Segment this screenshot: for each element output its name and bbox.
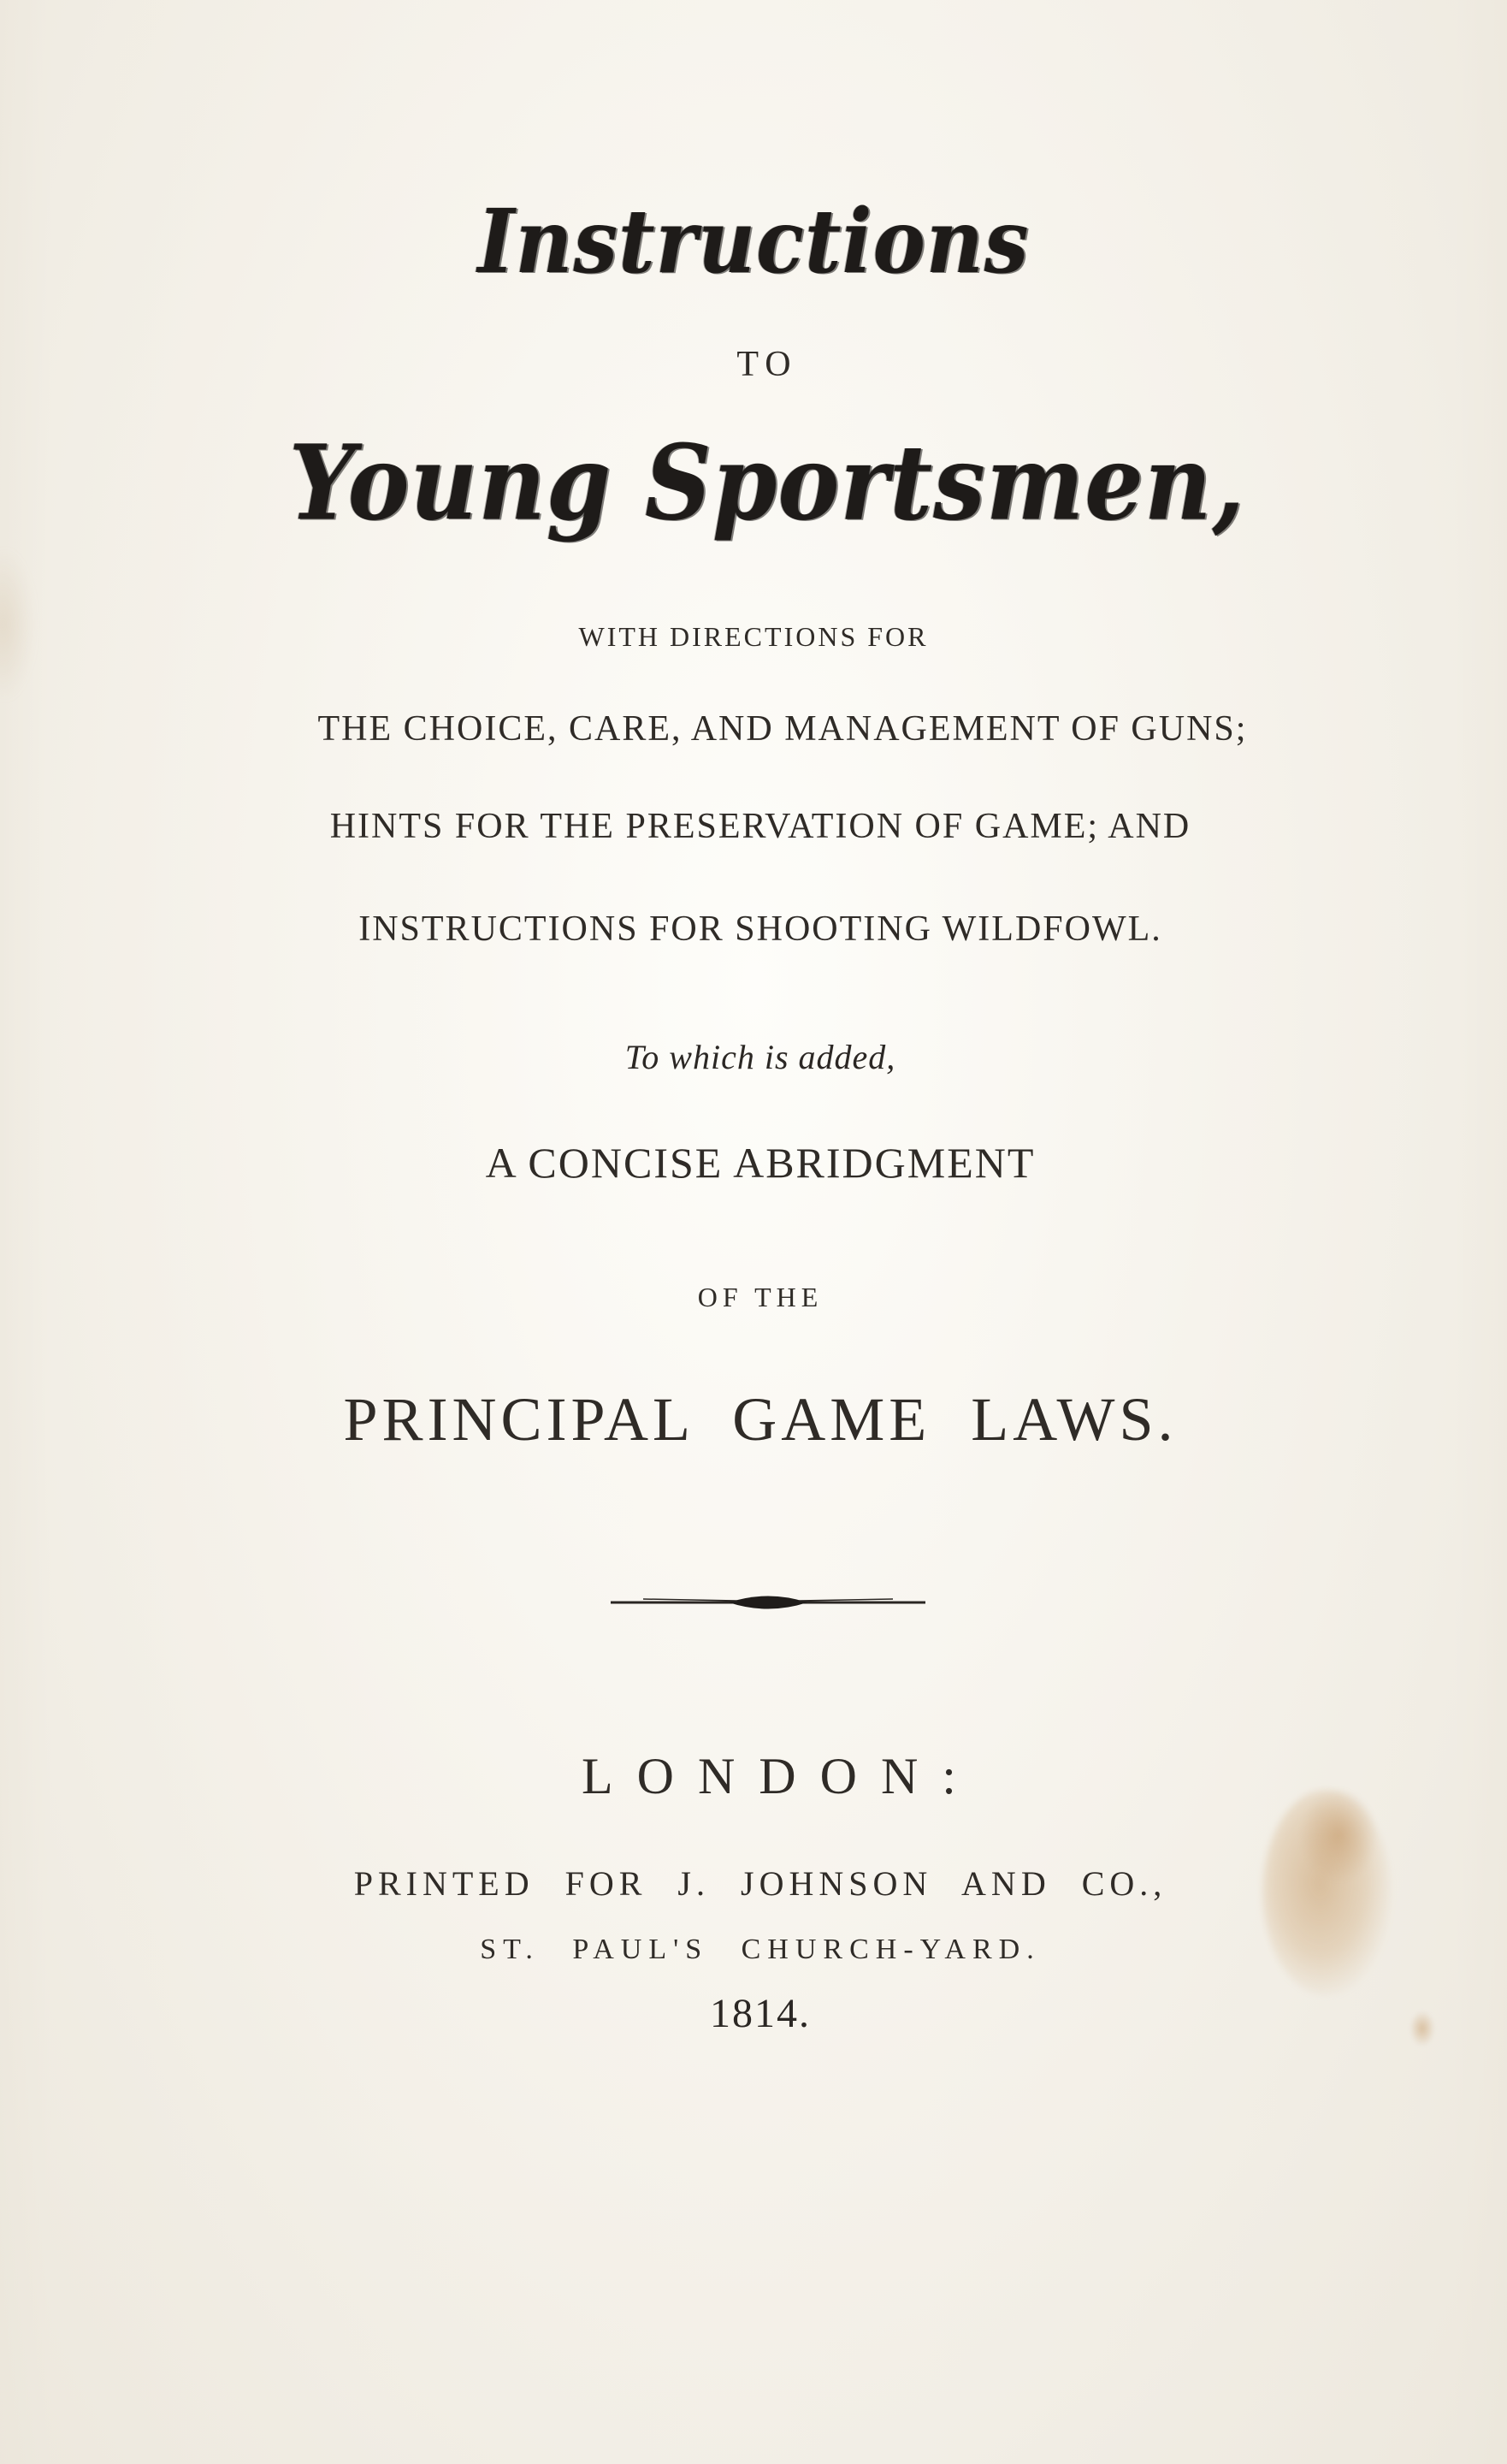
ornament-rule-divider (609, 1590, 927, 1615)
imprint-printed-for: PRINTED FOR J. JOHNSON AND CO., (353, 1864, 1167, 1903)
subtitle-wildfowl: INSTRUCTIONS FOR SHOOTING WILDFOWL. (358, 909, 1162, 949)
subtitle-of-the: OF THE (697, 1282, 824, 1312)
title-line-instructions: Instructions (477, 189, 1030, 293)
subtitle-hints: HINTS FOR THE PRESERVATION OF GAME; AND (329, 807, 1191, 846)
subtitle-principal-game-laws: PRINCIPAL GAME LAWS. (343, 1385, 1178, 1454)
imprint-year: 1814. (710, 1991, 811, 2036)
imprint-address: ST. PAUL'S CHURCH-YARD. (480, 1934, 1041, 1965)
title-word-to: TO (736, 345, 798, 384)
subtitle-choice-care: THE CHOICE, CARE, AND MANAGEMENT OF GUNS; (317, 709, 1248, 749)
subtitle-concise-abridgment: A CONCISE ABRIDGMENT (485, 1139, 1036, 1187)
subtitle-to-which-is-added: To which is added, (624, 1038, 896, 1076)
imprint-city: LONDON: (582, 1748, 980, 1804)
subtitle-with-directions: WITH DIRECTIONS FOR (578, 621, 929, 652)
title-line-young-sportsmen: Young Sportsmen, (288, 423, 1246, 544)
